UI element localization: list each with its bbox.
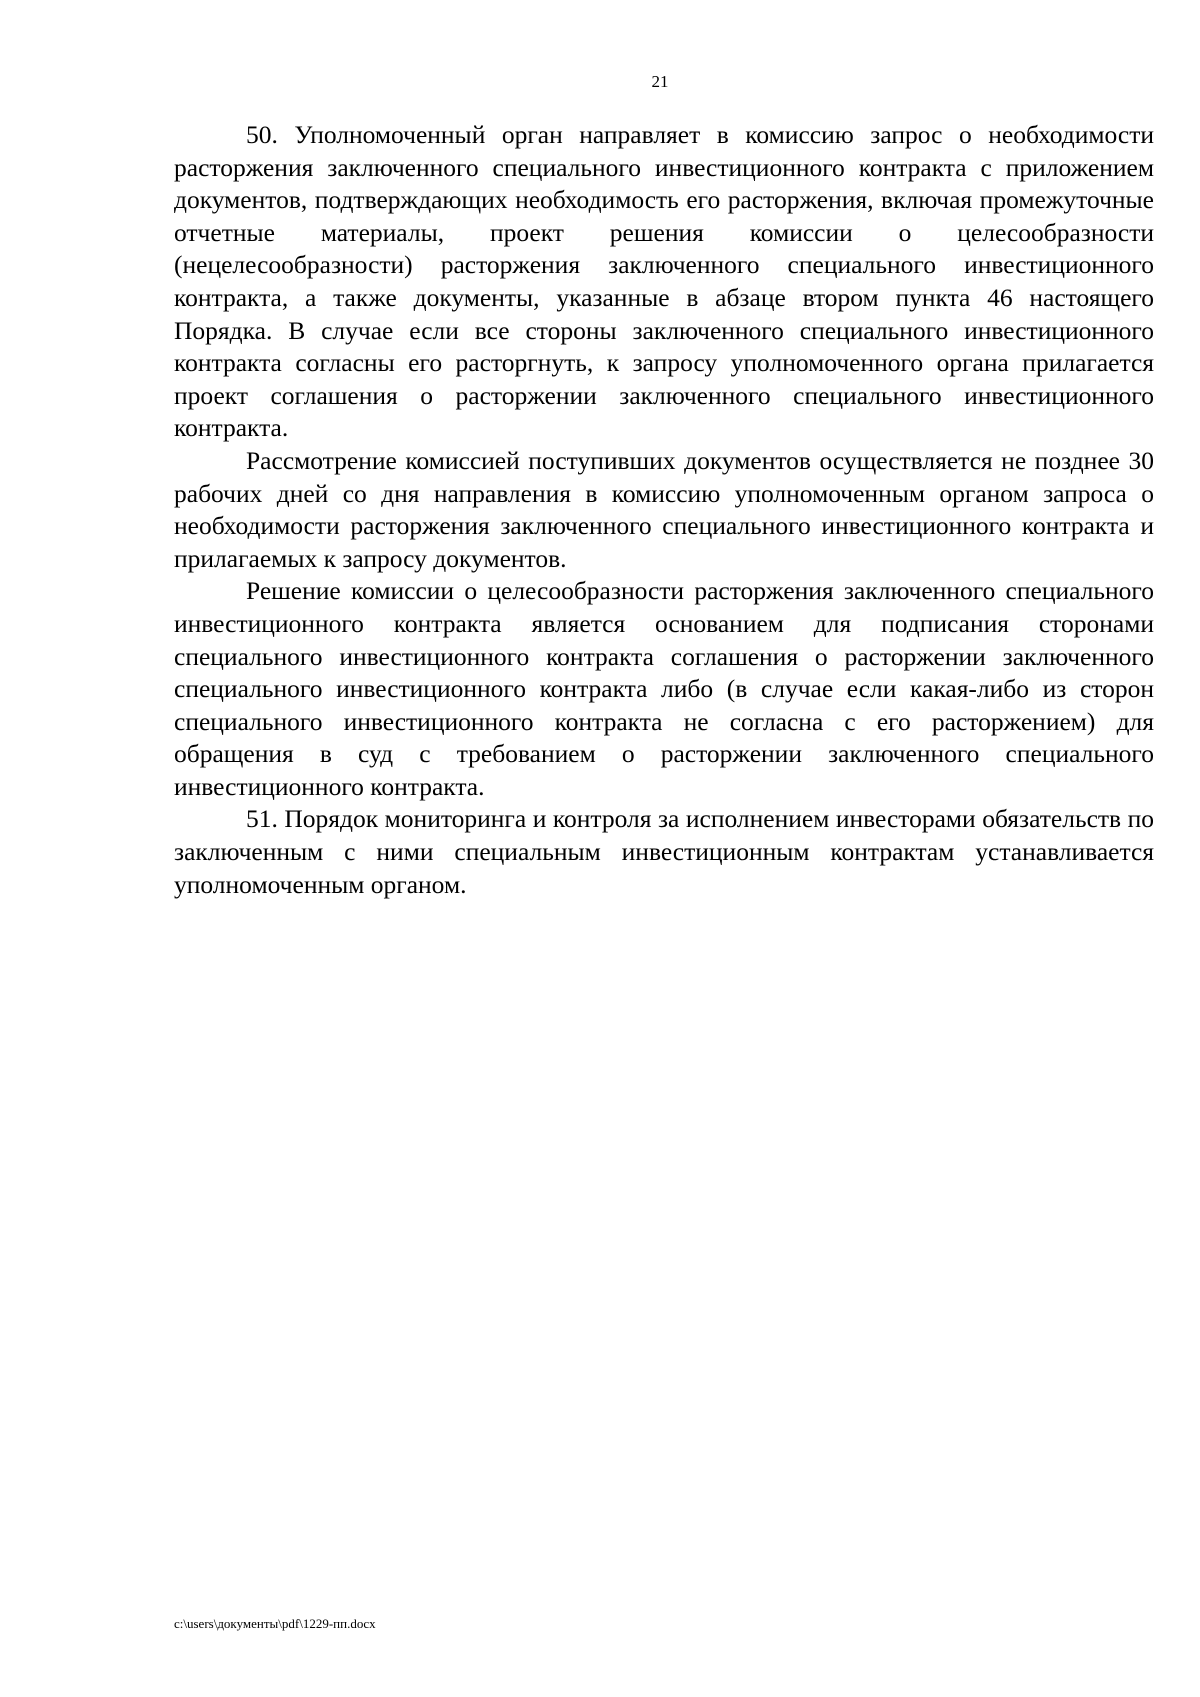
page-number: 21 [651, 72, 669, 91]
paragraph-50: 50. Уполномоченный орган направляет в комиссию запрос о необходимости расторжения заключенного специального инвестиционного контракта с приложением документов, подтверждающих необходимость его расторжения, включая промежуточные отчетные материалы, проект решения комиссии о целесообразности (нецелесообразности) расторжения заключенного специального инвестиционного контракта, а также документы, указанные в абзаце втором пункта 46 настоящего Порядка. В случае если все стороны заключенного специального инвестиционного контракта согласны его расторгнуть, к запросу уполномоченного органа прилагается проект соглашения о расторжении заключенного специального инвестиционного контракта. [174, 120, 1154, 443]
paragraph-decision: Решение комиссии о целесообразности расторжения заключенного специального инвестиционного контракта является основанием для подписания сторонами специального инвестиционного контракта соглашения о расторжении заключенного специального инвестиционного контракта либо (в случае если какая-либо из сторон специального инвестиционного контракта не согласна с его расторжением) для обращения в суд с требованием о расторжении заключенного специального инвестиционного контракта. [174, 576, 1154, 801]
footer-file-path: c:\users\документы\pdf\1229-пп.docx [174, 1616, 376, 1631]
document-body [174, 119, 1154, 901]
paragraph-review: Рассмотрение комиссией поступивших документов осуществляется не позднее 30 рабочих дней со дня направления в комиссию уполномоченным органом запроса о необходимости расторжения заключенного специального инвестиционного контракта и прилагаемых к запросу документов. [174, 445, 1154, 573]
paragraph-51: 51. Порядок мониторинга и контроля за исполнением инвесторами обязательств по заключенным с ними специальным инвестиционным контрактам устанавливается уполномоченным органом. [174, 804, 1154, 899]
